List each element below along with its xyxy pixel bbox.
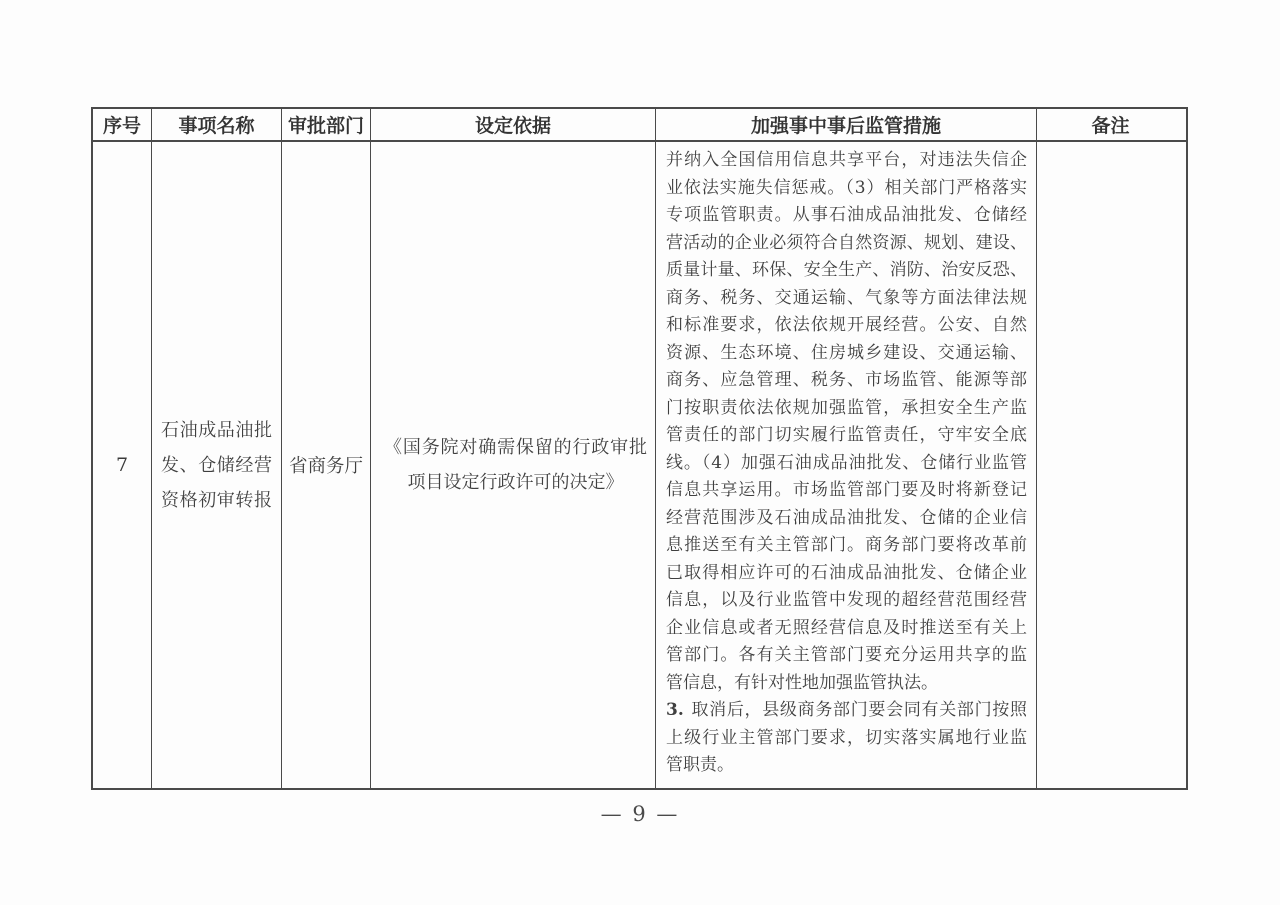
measures-line: 门按职责依法依规加强监管，承担安全生产监: [666, 397, 1027, 418]
cell-remark: [1037, 142, 1184, 788]
measures-line: 线。（4）加强石油成品油批发、仓储行业监管: [666, 452, 1027, 473]
measures-line: 业依法实施失信惩戒。（3）相关部门严格落实: [666, 177, 1027, 198]
measures-line: 经营范围涉及石油成品油批发、仓储的企业信: [666, 507, 1027, 528]
cell-item-name: [152, 142, 282, 788]
measures-line-item3: [666, 697, 1027, 725]
measures-line-text: 取消后，县级商务部门要会同有关部门按照: [690, 700, 1027, 720]
measures-line: 资源、生态环境、住房城乡建设、交通运输、: [666, 342, 1027, 363]
measures-line: 管责任的部门切实履行监管责任，守牢安全底: [666, 425, 1027, 445]
measures-line: 已取得相应许可的石油成品油批发、仓储企业: [666, 562, 1027, 583]
measures-line: 信息，以及行业监管中发现的超经营范围经营: [666, 590, 1027, 610]
header-basis: 设定依据: [371, 109, 656, 140]
table-header-row: [93, 109, 1186, 142]
item-name-line: 发、仓储经营: [161, 454, 272, 476]
basis-line: 项目设定行政许可的决定》: [407, 472, 624, 493]
item-name-line: 石油成品油批: [161, 419, 272, 441]
measures-line: 专项监管职责。从事石油成品油批发、仓储经: [666, 205, 1027, 225]
item-name-line: 资格初审转报: [161, 489, 272, 511]
cell-seq: 7: [93, 142, 152, 788]
header-item-name: 事项名称: [152, 109, 282, 140]
measures-line: 营活动的企业必须符合自然资源、规划、建设、: [666, 232, 1027, 253]
measures-line: 上级行业主管部门要求，切实落实属地行业监: [666, 727, 1027, 748]
measures-line: 并纳入全国信用信息共享平台，对违法失信企: [666, 150, 1027, 170]
measures-line: 管信息，有针对性地加强监管执法。: [666, 672, 938, 693]
measures-line: 管职责。: [666, 755, 734, 775]
measures-line: 商务、应急管理、税务、市场监管、能源等部: [666, 370, 1027, 390]
basis-line: 《国务院对确需保留的行政审批: [384, 437, 647, 458]
cell-basis: [371, 142, 656, 788]
measures-line: 企业信息或者无照经营信息及时推送至有关上: [666, 617, 1027, 638]
measures-line: 管部门。各有关主管部门要充分运用共享的监: [666, 645, 1027, 665]
header-department: 审批部门: [282, 109, 371, 140]
measures-line: 息推送至有关主管部门。商务部门要将改革前: [666, 535, 1027, 555]
cell-department: 省商务厅: [282, 142, 371, 788]
measures-line: 商务、税务、交通运输、气象等方面法律法规: [666, 287, 1027, 308]
measures-line: 和标准要求，依法依规开展经营。公安、自然: [666, 315, 1027, 335]
table-row: [93, 142, 1186, 788]
header-seq: 序号: [93, 109, 152, 140]
item3-marker: 3.: [666, 700, 684, 720]
measures-line: 信息共享运用。市场监管部门要及时将新登记: [666, 480, 1027, 500]
measures-line: 质量计量、环保、安全生产、消防、治安反恐、: [666, 260, 1027, 280]
header-remark: 备注: [1091, 115, 1130, 137]
cell-measures: [656, 142, 1037, 788]
page-number: — 9 —: [600, 802, 680, 826]
header-measures: 加强事中事后监管措施: [656, 109, 1037, 140]
approval-items-table: [91, 107, 1188, 790]
